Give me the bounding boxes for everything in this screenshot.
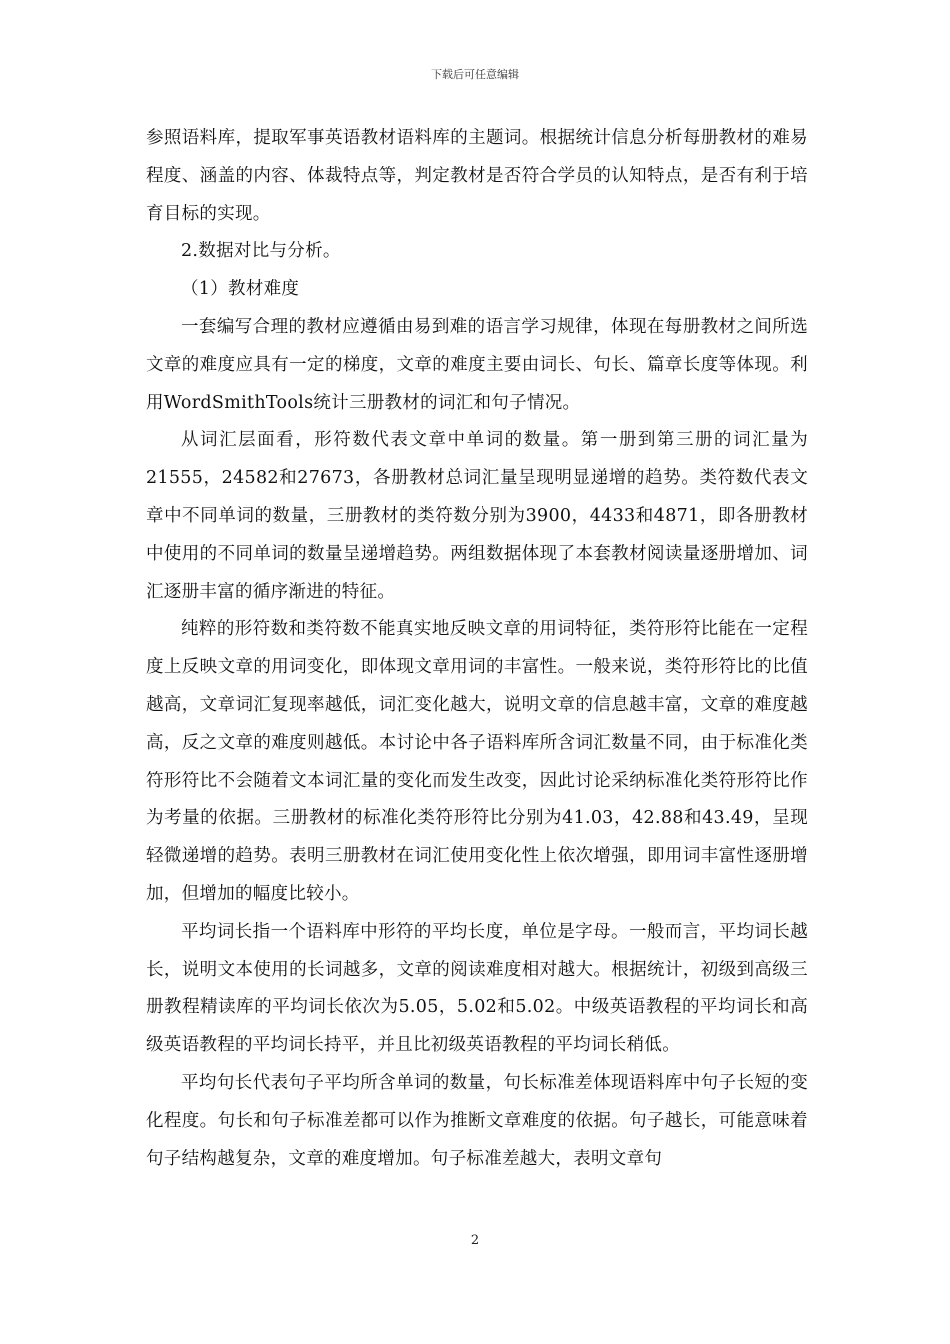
paragraph: 纯粹的形符数和类符数不能真实地反映文章的用词特征，类符形符比能在一定程度上反映文章的用词变化，即体现文章用词的丰富性。一般来说，类符形符比的比值越高，文章词汇复现率越低，词汇变化越大，说明文章的信息越丰富，文章的难度越高，反之文章的难度则越低。本讨论中各子语料库所含词汇数量不同，由于标准化类符形符比不会随着文本词汇量的变化而发生改变，因此讨论采纳标准化类符形符比作为考量的依据。三册教材的标准化类符形符比分别为41.03，42.88和43.49，呈现轻微递增的趋势。表明三册教材在词汇使用变化性上依次增强，即用词丰富性逐册增加，但增加的幅度比较小。: [146, 619, 808, 904]
paragraph: 平均词长指一个语料库中形符的平均长度，单位是字母。一般而言，平均词长越长，说明文本使用的长词越多，文章的阅读难度相对越大。根据统计，初级到高级三册教程精读库的平均词长依次为5.05，5.02和5.02。中级英语教程的平均词长和高级英语教程的平均词长持平，并且比初级英语教程的平均词长稍低。: [146, 921, 808, 1056]
paragraph: 一套编写合理的教材应遵循由易到难的语言学习规律，体现在每册教材之间所选文章的难度应具有一定的梯度，文章的难度主要由词长、句长、篇章长度等体现。利用WordSmithTools统计三册教材的词汇和句子情况。: [146, 316, 808, 413]
paragraph-continuation: 参照语料库，提取军事英语教材语料库的主题词。根据统计信息分析每册教材的难易程度、涵盖的内容、体裁特点等，判定教材是否符合学员的认知特点，是否有利于培育目标的实现。: [146, 128, 808, 224]
document-body: [146, 120, 808, 1178]
paragraph: 平均句长代表句子平均所含单词的数量，句长标准差体现语料库中句子长短的变化程度。句长和句子标准差都可以作为推断文章难度的依据。句子越长，可能意味着句子结构越复杂，文章的难度增加。句子标准差越大，表明文章句: [146, 1072, 808, 1169]
section-heading: 2.数据对比与分析。: [181, 241, 341, 262]
subsection-heading: （1）教材难度: [181, 279, 300, 300]
paragraph: 从词汇层面看，形符数代表文章中单词的数量。第一册到第三册的词汇量为21555，24582和27673，各册教材总词汇量呈现明显递增的趋势。类符数代表文章中不同单词的数量，三册教材的类符数分别为3900，4433和4871，即各册教材中使用的不同单词的数量呈递增趋势。两组数据体现了本套教材阅读量逐册增加、词汇逐册丰富的循序渐进的特征。: [146, 430, 808, 602]
page-number: 2: [470, 1233, 480, 1248]
page-header: 下载后可任意编辑: [431, 68, 519, 81]
